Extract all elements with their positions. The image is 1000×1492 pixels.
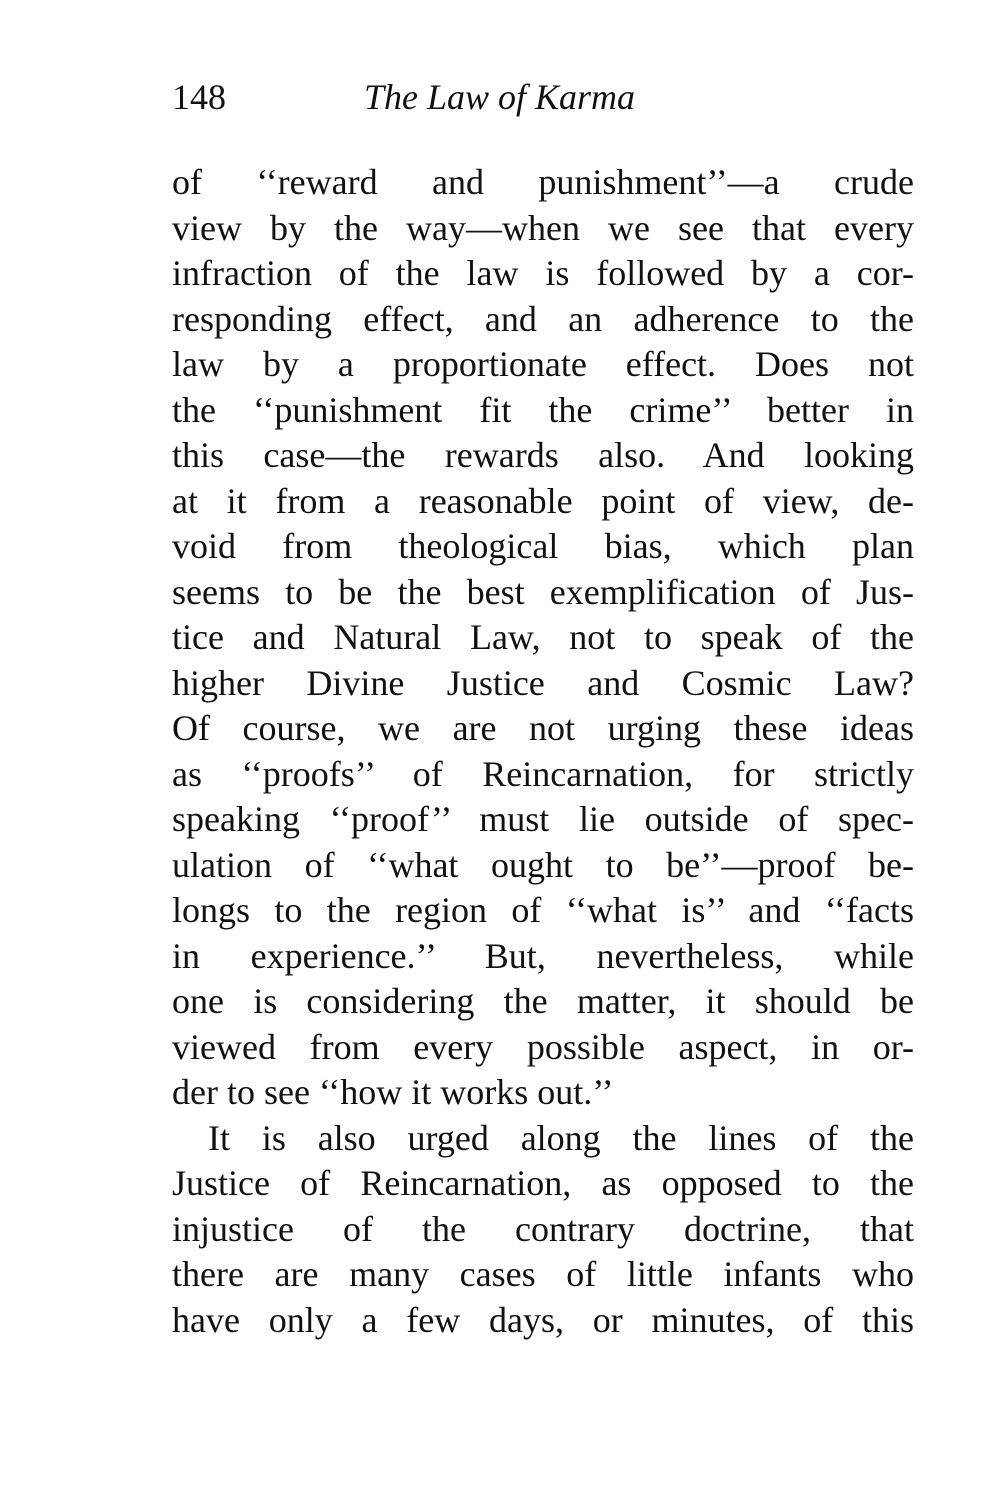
paragraph-first-line: It is also urged along the lines of the <box>208 1117 914 1158</box>
text-line: higher Divine Justice and Cosmic Law? <box>172 662 914 703</box>
text-line: speaking ‘‘proof’’ must lie outside of spec- <box>172 799 914 839</box>
text-line: Of course, we are not urging these ideas <box>172 708 914 748</box>
text-line: tice and Natural Law, not to speak of the <box>172 617 914 657</box>
text-line: der to see ‘‘how it works out.’’ <box>172 1072 614 1112</box>
text-line: infraction of the law is followed by a cor- <box>172 253 914 293</box>
text-line: have only a few days, or minutes, of this <box>172 1299 914 1340</box>
page-header <box>172 72 732 122</box>
text-line: view by the way—when we see that every <box>172 207 914 248</box>
text-line: injustice of the contrary doctrine, that <box>172 1208 914 1249</box>
text-line: void from theological bias, which plan <box>172 526 914 566</box>
text-line: there are many cases of little infants who <box>172 1254 914 1294</box>
text-line: viewed from every possible aspect, in or- <box>172 1026 914 1067</box>
text-line: seems to be the best exemplification of Jus- <box>172 571 914 612</box>
text-line: the ‘‘punishment fit the crime’’ better in <box>172 389 914 430</box>
text-line: this case—the rewards also. And looking <box>172 435 914 475</box>
text-line: of ‘‘reward and punishment’’—a crude <box>172 162 914 202</box>
text-line: as ‘‘proofs’’ of Reincarnation, for strictly <box>172 753 914 794</box>
text-line: longs to the region of ‘‘what is’’ and ‘‘facts <box>172 890 914 930</box>
page-number: 148 <box>172 77 226 117</box>
text-line: Justice of Reincarnation, as opposed to the <box>172 1163 914 1203</box>
text-line: at it from a reasonable point of view, de- <box>172 480 914 521</box>
text-line: ulation of ‘‘what ought to be’’—proof be- <box>172 844 914 885</box>
text-line: law by a proportionate effect. Does not <box>172 344 914 384</box>
text-line: responding effect, and an adherence to the <box>172 298 914 339</box>
text-line: in experience.’’ But, nevertheless, while <box>172 935 914 976</box>
running-title: The Law of Karma <box>364 77 636 117</box>
body-text <box>172 160 914 1343</box>
text-line: one is considering the matter, it should be <box>172 981 914 1021</box>
